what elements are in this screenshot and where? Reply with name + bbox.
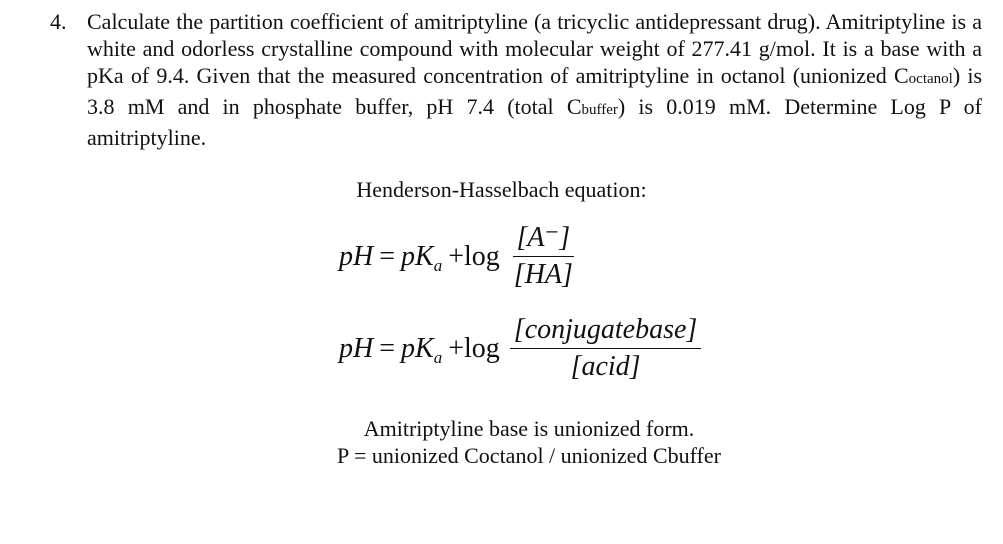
pk-subscript: a [433,255,443,275]
equals-sign: = [379,240,396,272]
fraction-denominator: [HA] [513,259,573,290]
henderson-equation-1 [339,222,577,291]
question-block [50,8,982,151]
pk-symbol: pK [401,240,434,272]
equals-sign: = [379,332,396,364]
question-text-part-2: ) is 3.8 mM and in phosphate buffer, pH 7.4 (total C [87,63,982,119]
note-partition-formula: P = unionized Coctanol / unionized Cbuffer [337,443,721,468]
question-text-part-1: Calculate the partition coefficient of amitriptyline (a tricyclic antidepressant drug). Amitriptyline is a white and odorless crystalline compound with molecular weight of 277.41 g/mol. It is a base with a pKa of 9.4. Given that the measured concentration of amitriptyline in octanol (unionized C [87,9,982,88]
fraction-numerator: [conjugatebase] [510,314,702,349]
pk-symbol: pK [401,332,434,364]
plus-log: +log [448,240,500,272]
henderson-equation-2 [339,314,701,383]
note-unionized-form: Amitriptyline base is unionized form. [363,416,695,441]
subscript-buffer: buffer [581,102,618,118]
fraction-numerator: [A⁻] [513,222,575,257]
question-text-part-3: ) is 0.019 mM. Determine Log P of amitriptyline. [87,94,982,150]
fraction-denominator: [acid] [570,351,641,382]
plus-log: +log [448,332,500,364]
question-text [87,8,982,151]
ph-symbol: pH [339,332,374,364]
ph-symbol: pH [339,240,374,272]
subscript-octanol: octanol [908,71,953,87]
question-number: 4. [50,9,67,34]
fraction-a-over-ha [510,222,577,291]
pk-subscript: a [433,347,443,367]
equation-title: Henderson-Hasselbach equation: [356,177,647,202]
fraction-base-over-acid [510,314,702,383]
